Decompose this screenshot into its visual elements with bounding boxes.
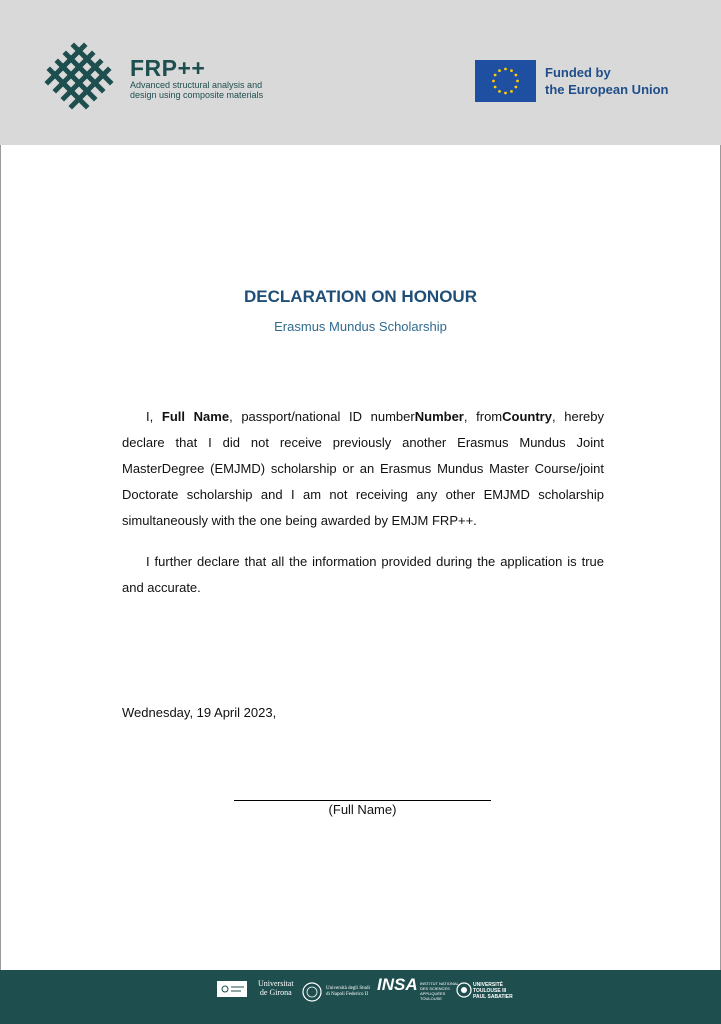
girona-logo — [258, 979, 294, 997]
unina-logo — [326, 986, 370, 998]
unina-line2: di Napoli Federico II — [326, 992, 369, 997]
insa-logo: INSA — [377, 975, 418, 994]
header-bar — [0, 0, 721, 145]
signature-label: (Full Name) — [328, 802, 397, 817]
declaration-paragraph — [122, 404, 604, 534]
frp-title: FRP++ — [130, 55, 206, 81]
insa-sub-line2: DES SCIENCES — [420, 986, 450, 991]
id-number-placeholder: Number — [414, 409, 464, 424]
signature-line — [234, 800, 491, 801]
insa-sub-line1: INSTITUT NATIONAL — [420, 981, 459, 986]
unina-seal-icon — [302, 982, 322, 1002]
eu-funding-text — [545, 64, 669, 98]
frp-subtitle — [130, 80, 280, 100]
p1-mid2: , from — [463, 409, 503, 424]
insa-subtitle — [420, 981, 459, 1001]
accuracy-paragraph — [122, 549, 604, 601]
frp-lattice-logo — [44, 42, 114, 112]
full-name-placeholder: Full Name — [161, 409, 230, 424]
p1-prefix: I, — [146, 409, 162, 424]
p1-rest: , hereby declare that I did not receive previously another Erasmus Mundus Joint MasterDegree (EMJMD) scholarship or an Erasmus Mundus Master Course/joint Doctorate scholarship and I am not receiving any other EMJMD scholarship simultaneously with the one being awarded by EMJM FRP++. — [122, 409, 604, 528]
country-placeholder: Country — [502, 409, 552, 424]
p1-mid1: , passport/national ID number — [229, 409, 415, 424]
toulouse-line3: PAUL SABATIER — [473, 994, 513, 1000]
girona-line1: Universitat — [258, 979, 294, 988]
udl-logo-icon — [217, 981, 247, 997]
declaration-date: Wednesday, 19 April 2023, — [122, 705, 277, 720]
p2-text: I further declare that all the information provided during the application is true and accurate. — [122, 554, 604, 595]
toulouse-line2: TOULOUSE III — [473, 988, 507, 994]
insa-sub-line4: TOULOUSE — [420, 996, 442, 1001]
eu-line2: the European Union — [545, 82, 669, 97]
toulouse-line1: UNIVERSITÉ — [473, 982, 504, 988]
frp-subtitle-line1: Advanced structural analysis and — [130, 80, 263, 90]
eu-flag-icon — [475, 60, 536, 102]
eu-line1: Funded by — [545, 65, 611, 80]
toulouse-logo — [473, 982, 513, 1000]
toulouse-seal-icon — [456, 982, 472, 998]
document-subtitle: Erasmus Mundus Scholarship — [274, 319, 447, 334]
document-title: DECLARATION ON HONOUR — [244, 287, 477, 306]
insa-sub-line3: APPLIQUÉES — [420, 991, 446, 996]
girona-line2: de Girona — [259, 988, 292, 997]
unina-line1: Università degli Studi — [326, 986, 370, 991]
frp-subtitle-line2: design using composite materials — [130, 90, 264, 100]
